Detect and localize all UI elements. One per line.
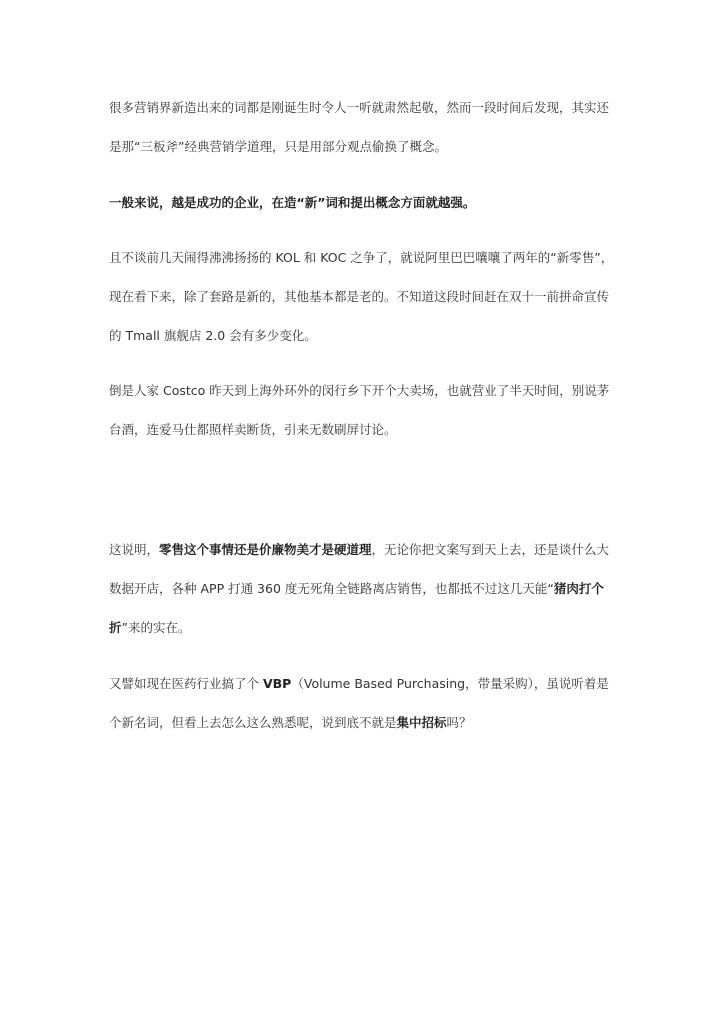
text-segment: 又譬如现在医药行业搞了个 [109, 676, 263, 691]
text-segment: 吗？ [446, 715, 472, 730]
bold-text-line: 一般来说，越是成功的企业，在造“新”词和提出概念方面就越强。 [109, 195, 476, 210]
paragraph-intro [109, 88, 619, 166]
text-line: 的 Tmall 旗舰店 2.0 会有多少变化。 [109, 328, 317, 343]
paragraph-new-retail [109, 238, 619, 355]
text-line: 且不谈前几天闹得沸沸扬扬的 KOL 和 KOC 之争了，就说阿里巴巴嚷嚷了两年的“新零售”， [109, 250, 614, 265]
text-line [109, 664, 619, 703]
text-segment: 数据开店，各种 APP 打通 360 度无死角全链路离店销售，也都抵不过这几天能“ [109, 581, 554, 596]
text-line [109, 703, 619, 742]
text-line: 很多营销界新造出来的词都是刚诞生时令人一听就肃然起敬，然而一段时间后发现，其实还 [109, 100, 610, 115]
paragraph-bold-statement [109, 183, 619, 222]
paragraph-costco [109, 371, 619, 449]
text-segment: ，无论你把文案写到天上去，还是谈什么大 [371, 542, 610, 557]
text-segment: 个新名词，但看上去怎么这么熟悉呢，说到底不就是 [109, 715, 397, 730]
paragraph-retail-conclusion [109, 530, 619, 647]
bold-phrase: VBP [262, 676, 292, 691]
text-line: 台酒，连爱马仕都照样卖断货，引来无数刷屏讨论。 [109, 422, 397, 437]
paragraph-vbp [109, 664, 619, 742]
text-line [109, 608, 619, 647]
text-segment: ”来的实在。 [121, 620, 191, 635]
text-segment: （Volume Based Purchasing，带量采购），虽说听着是 [291, 676, 609, 691]
text-segment: 这说明， [109, 542, 160, 557]
text-line [109, 530, 619, 569]
bold-phrase: 猪肉打个 [553, 581, 604, 596]
text-line: 是那“三板斧”经典营销学道理，只是用部分观点偷换了概念。 [109, 139, 447, 154]
text-line [109, 569, 619, 608]
bold-phrase: 集中招标 [396, 715, 447, 730]
text-line: 现在看下来，除了套路是新的，其他基本都是老的。不知道这段时间赶在双十一前拼命宣传 [109, 289, 610, 304]
bold-phrase: 折 [109, 620, 122, 635]
bold-phrase: 零售这个事情还是价廉物美才是硬道理 [159, 542, 372, 557]
text-line: 倒是人家 Costco 昨天到上海外环外的闵行乡下开个大卖场，也就营业了半天时间，别说茅 [109, 383, 610, 398]
